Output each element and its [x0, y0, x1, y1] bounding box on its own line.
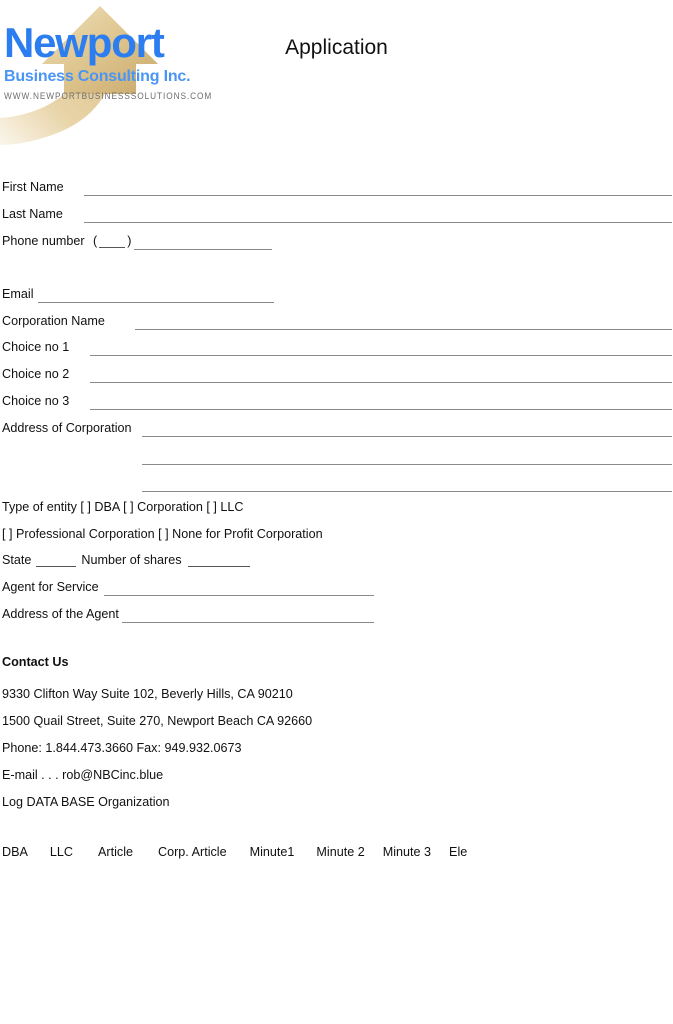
field-choice-1-input[interactable] — [90, 355, 672, 356]
doc-item-corp-article[interactable]: Corp. Article — [158, 845, 227, 859]
field-last-name-label: Last Name — [2, 207, 63, 221]
logo-tagline: Business Consulting Inc. — [4, 68, 191, 85]
field-agent-address-label: Address of the Agent — [2, 607, 119, 621]
contact-address-newport-beach: 1500 Quail Street, Suite 270, Newport Beach CA 92660 — [2, 714, 313, 728]
field-choice-2-input[interactable] — [90, 382, 672, 383]
field-agent-address-input[interactable] — [122, 622, 374, 623]
field-corporation-name-label: Corporation Name — [2, 314, 105, 328]
field-choice-3-input[interactable] — [90, 409, 672, 410]
field-email-input[interactable] — [38, 302, 274, 303]
field-corporation-address-line-1[interactable] — [142, 436, 672, 437]
field-phone-area-input[interactable] — [99, 236, 125, 248]
field-corporation-address-line-2[interactable] — [142, 464, 672, 465]
doc-item-minute-3[interactable]: Minute 3 — [382, 845, 432, 859]
doc-item-llc[interactable]: LLC — [49, 845, 74, 859]
company-logo — [0, 0, 240, 145]
contact-address-beverly-hills: 9330 Clifton Way Suite 102, Beverly Hills, CA 90210 — [2, 687, 293, 701]
document-checklist-row — [2, 845, 467, 859]
contact-email: E-mail . . . rob@NBCinc.blue — [2, 768, 164, 782]
field-corporation-address-label: Address of Corporation — [2, 421, 132, 435]
field-agent-for-service-input[interactable] — [104, 595, 374, 596]
logo-text — [4, 19, 236, 102]
field-first-name-label: First Name — [2, 180, 64, 194]
field-first-name-input[interactable] — [84, 195, 672, 196]
field-choice-2-label: Choice no 2 — [2, 367, 70, 381]
doc-item-article[interactable]: Article — [98, 845, 134, 859]
field-corporation-name-input[interactable] — [135, 329, 672, 330]
field-phone-label: Phone number — [2, 234, 85, 248]
logo-wordmark: Newport — [4, 19, 164, 66]
state-label: State — [2, 553, 32, 567]
field-last-name-input[interactable] — [84, 222, 672, 223]
doc-item-ele[interactable]: Ele — [449, 845, 468, 859]
number-of-shares-input[interactable] — [188, 555, 250, 567]
state-and-shares-group — [2, 553, 250, 573]
state-input[interactable] — [36, 555, 76, 567]
contact-log-database: Log DATA BASE Organization — [2, 795, 170, 809]
logo-website-url: WWW.NEWPORTBUSINESSSOLUTIONS.COM — [4, 91, 213, 101]
phone-close-paren: ) — [127, 234, 132, 248]
field-choice-1-label: Choice no 1 — [2, 340, 70, 354]
field-phone-area-group — [93, 234, 131, 254]
page-title: Application — [285, 36, 388, 59]
field-corporation-address-line-3[interactable] — [142, 491, 672, 492]
contact-phone-fax: Phone: 1.844.473.3660 Fax: 949.932.0673 — [2, 741, 242, 755]
field-phone-number-input[interactable] — [134, 249, 272, 250]
field-agent-for-service-label: Agent for Service — [2, 580, 99, 594]
doc-item-minute-1[interactable]: Minute1 — [249, 845, 295, 859]
phone-open-paren: ( — [93, 234, 98, 248]
entity-type-line-1[interactable]: Type of entity [ ] DBA [ ] Corporation [ ] LLC — [2, 500, 244, 514]
field-choice-3-label: Choice no 3 — [2, 394, 70, 408]
doc-item-minute-2[interactable]: Minute 2 — [316, 845, 365, 859]
shares-label: Number of shares — [81, 553, 182, 567]
contact-heading: Contact Us — [2, 655, 69, 669]
doc-item-dba[interactable]: DBA — [2, 845, 28, 859]
entity-type-line-2[interactable]: [ ] Professional Corporation [ ] None for Profit Corporation — [2, 527, 323, 541]
page-header — [0, 0, 673, 150]
field-email-label: Email — [2, 287, 34, 301]
